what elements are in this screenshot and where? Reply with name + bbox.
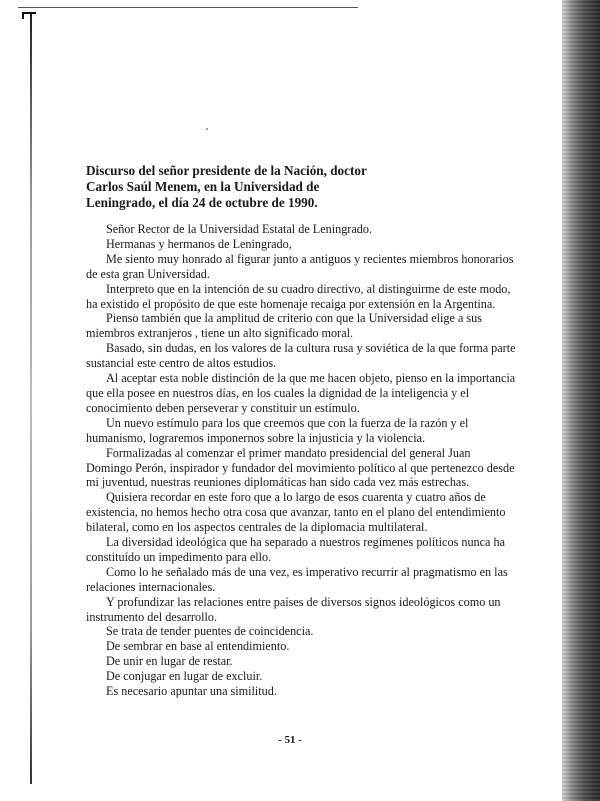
paragraph: Se trata de tender puentes de coincidencia. [106,624,314,639]
scan-speck [206,128,208,130]
paragraph: Basado, sin dudas, en los valores de la cultura rusa y soviética de la que forma parte sustancial este centro de altos estudios. [86,341,516,371]
paragraph: De sembrar en base al entendimiento. [106,639,290,654]
paragraph: Quisiera recordar en este foro que a lo largo de esos cuarenta y cuatro años de existencia, no hemos hecho otra cosa que avanzar, tanto en el plano del entendimiento bilateral, como en los aspectos centrales de la diplomacia multilateral. [86,490,506,535]
paragraph: Formalizadas al comenzar el primer mandato presidencial del general Juan Domingo Perón, inspirador y fundador del movimiento político al que pertenezco desde mi juventud, nuestras reuniones diplomáticas han sido cada vez más estrechas. [86,445,515,490]
title-line: Carlos Saúl Menem, en la Universidad de [86,179,320,194]
binding-mark [22,12,36,19]
paragraph: Interpreto que en la intención de su cuadro directivo, al distinguirme de este modo, ha existido el propósito de que este homenaje recaiga por extensión en la Argentina. [86,281,511,311]
speech-title [86,163,386,211]
binding-edge [30,14,32,784]
title-line: Discurso del señor presidente de la Nación, doctor [86,163,367,178]
top-rule [18,7,358,8]
page-number: - 51 - [278,734,302,746]
scan-edge-shadow [562,0,600,801]
paragraph: Me siento muy honrado al figurar junto a antiguos y recientes miembros honorarios de esta gran Universidad. [86,251,514,281]
paragraph: Hermanas y hermanos de Leningrado, [106,236,292,251]
paragraph: De conjugar en lugar de excluir. [106,669,263,684]
paragraph: La diversidad ideológica que ha separado a nuestros regímenes políticos nunca ha constituído un impedimento para ello. [86,535,506,564]
speech-body [86,222,516,699]
paragraph: Al aceptar esta noble distinción de la que me hacen objeto, pienso en la importancia que ella posee en nuestros días, en los cuales la dignidad de la inteligencia y el conocimiento deben perseverar y constituir un estímulo. [86,371,516,415]
paragraph: De unir en lugar de restar. [106,654,233,669]
paragraph: Pienso también que la amplitud de criterio con que la Universidad elige a sus miembros extranjeros , tiene un alto significado moral. [86,311,483,341]
paragraph: Como lo he señalado más de una vez, es imperativo recurrir al pragmatismo en las relaciones internacionales. [86,564,508,594]
paragraph: Y profundizar las relaciones entre países de diversos signos ideológicos como un instrumento del desarrollo. [86,594,501,624]
title-line: Leningrado, el día 24 de octubre de 1990. [86,195,318,210]
paragraph: Un nuevo estímulo para los que creemos que con la fuerza de la razón y el humanismo, lograremos imponernos sobre la injusticia y la violencia. [86,415,469,445]
paragraph: Señor Rector de la Universidad Estatal de Leningrado. [106,222,373,236]
paragraph: Es necesario apuntar una similitud. [106,684,277,699]
